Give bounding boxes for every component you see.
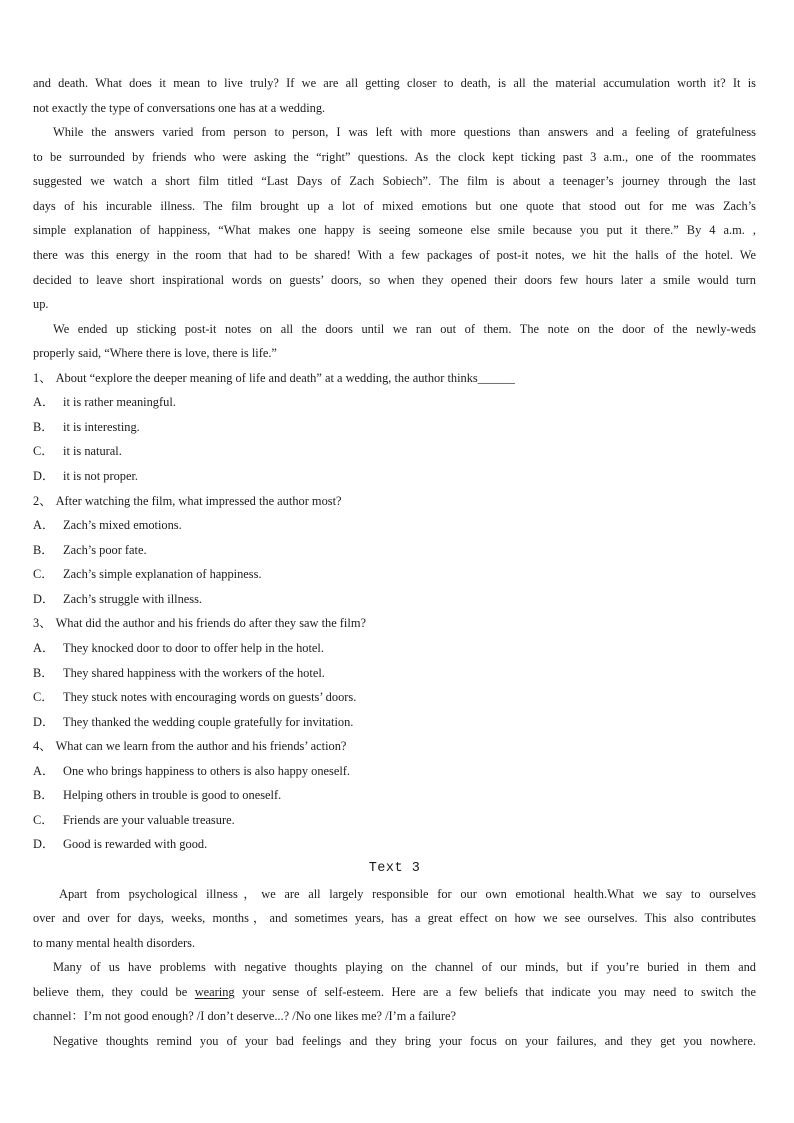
option-label: C． [33, 567, 54, 582]
option [33, 832, 756, 857]
option-text: Zach’s mixed emotions. [63, 518, 182, 533]
option-text: it is rather meaningful. [63, 395, 176, 410]
section-heading: Text 3 [368, 861, 421, 876]
option-label: B． [33, 665, 54, 680]
option [33, 783, 756, 808]
option-label: C． [33, 812, 54, 827]
passage-line: to many mental health disorders. [33, 935, 196, 950]
passage-line: decided to leave short inspirational words on guests’ doors, so when they opened their doors few hours later a smile would turn [33, 272, 756, 287]
option [33, 562, 756, 587]
passage-line: over and over for days, weeks, months，and sometimes years, has a great effect on how we see ourselves. This also contributes [33, 911, 756, 926]
question-number: 3、 [33, 616, 52, 631]
option-label: B． [33, 788, 54, 803]
option-text: They shared happiness with the workers of the hotel. [63, 665, 325, 680]
option [33, 513, 756, 538]
option-text: They stuck notes with encouraging words on guests’ doors. [63, 690, 357, 705]
option-label: A． [33, 395, 55, 410]
option-label: A． [33, 640, 55, 655]
passage-line: Negative thoughts remind you of your bad feelings and they bring your focus on your failures, and they get you nowhere. [53, 1033, 756, 1048]
option [33, 808, 756, 833]
option-text: Helping others in trouble is good to oneself. [63, 788, 282, 803]
option [33, 464, 756, 489]
option-text: Friends are your valuable treasure. [63, 812, 235, 827]
option [33, 439, 756, 464]
passage-line: and death. What does it mean to live truly? If we are all getting closer to death, is all the material accumulation worth it? It is [33, 76, 756, 90]
option [33, 587, 756, 612]
passage-line: simple explanation of happiness, “What makes one happy is seeing someone else smile because you put it there.” By 4 a.m. , [33, 223, 756, 238]
option-label: C． [33, 690, 54, 705]
option-text: Good is rewarded with good. [63, 837, 208, 852]
question-text: What can we learn from the author and his friends’ action? [55, 739, 347, 754]
option-text: it is natural. [63, 444, 122, 459]
passage-line: days of his incurable illness. The film brought up a lot of mixed emotions but one quote that stood out for me was Zach’s [33, 198, 756, 213]
option-text: They knocked door to door to offer help in the hotel. [63, 640, 324, 655]
option [33, 759, 756, 784]
passage-line: up. [33, 297, 49, 312]
passage-line: While the answers varied from person to person, I was left with more questions than answers and a feeling of gratefulness [53, 125, 756, 140]
option [33, 661, 756, 686]
question-stem [33, 734, 756, 759]
option-label: D． [33, 714, 55, 729]
option-label: A． [33, 518, 55, 533]
option [33, 390, 756, 415]
passage-line: Many of us have problems with negative thoughts playing on the channel of our minds, but if you’re buried in them and [53, 960, 756, 975]
passage-line: channel：I’m not good enough? /I don’t deserve...? /No one likes me? /I’m a failure? [33, 1009, 456, 1024]
option-text: One who brings happiness to others is also happy oneself. [63, 763, 351, 778]
option [33, 685, 756, 710]
question-number: 4、 [33, 739, 52, 754]
passage-line: there was this energy in the room that had to be shared! With a few packages of post-it notes, we hit the halls of the hotel. We [33, 247, 756, 262]
question-text: What did the author and his friends do after they saw the film? [55, 616, 366, 631]
option-label: D． [33, 469, 55, 483]
option-text: Zach’s simple explanation of happiness. [63, 567, 262, 582]
question-stem [33, 489, 756, 514]
passage-line: not exactly the type of conversations one has at a wedding. [33, 100, 326, 115]
option-text: They thanked the wedding couple gratefully for invitation. [63, 714, 354, 729]
passage-text: your sense of self-esteem. Here are a few beliefs that indicate you may need to switch the [234, 984, 756, 999]
passage-line: to be surrounded by friends who were asking the “right” questions. As the clock kept ticking past 3 a.m., one of the roommates [33, 149, 756, 164]
option-text: it is interesting. [63, 419, 140, 434]
option-label: A． [33, 763, 55, 778]
option-label: C． [33, 444, 54, 459]
option-label: D． [33, 837, 55, 852]
option-text: Zach’s struggle with illness. [63, 591, 203, 606]
passage-line: suggested we watch a short film titled “Last Days of Zach Sobiech”. The film is about a teenager’s journey through the last [33, 174, 756, 189]
option-label: B． [33, 419, 54, 434]
option-label: B． [33, 542, 54, 557]
passage-line: Apart from psychological illness，we are all largely responsible for our own emotional health.What we say to ourselves [59, 886, 756, 901]
option [33, 538, 756, 563]
option-text: Zach’s poor fate. [63, 542, 147, 557]
question-number: 2、 [33, 493, 52, 508]
question-stem [33, 611, 756, 636]
question-text: About “explore the deeper meaning of life and death” at a wedding, the author thinks______ [55, 370, 515, 385]
underlined-word: wearing [194, 984, 235, 999]
option-label: D． [33, 591, 55, 606]
passage-text: believe them, they could be [33, 984, 195, 999]
option [33, 415, 756, 440]
passage-line [33, 980, 756, 1005]
option [33, 710, 756, 735]
passage-line: We ended up sticking post-it notes on all the doors until we ran out of them. The note on the door of the newly-weds [53, 321, 756, 336]
passage-line: properly said, “Where there is love, there is life.” [33, 346, 277, 361]
question-text: After watching the film, what impressed the author most? [55, 493, 342, 508]
question-stem [33, 366, 756, 391]
option-text: it is not proper. [63, 469, 139, 483]
question-number: 1、 [33, 370, 52, 385]
option [33, 636, 756, 661]
